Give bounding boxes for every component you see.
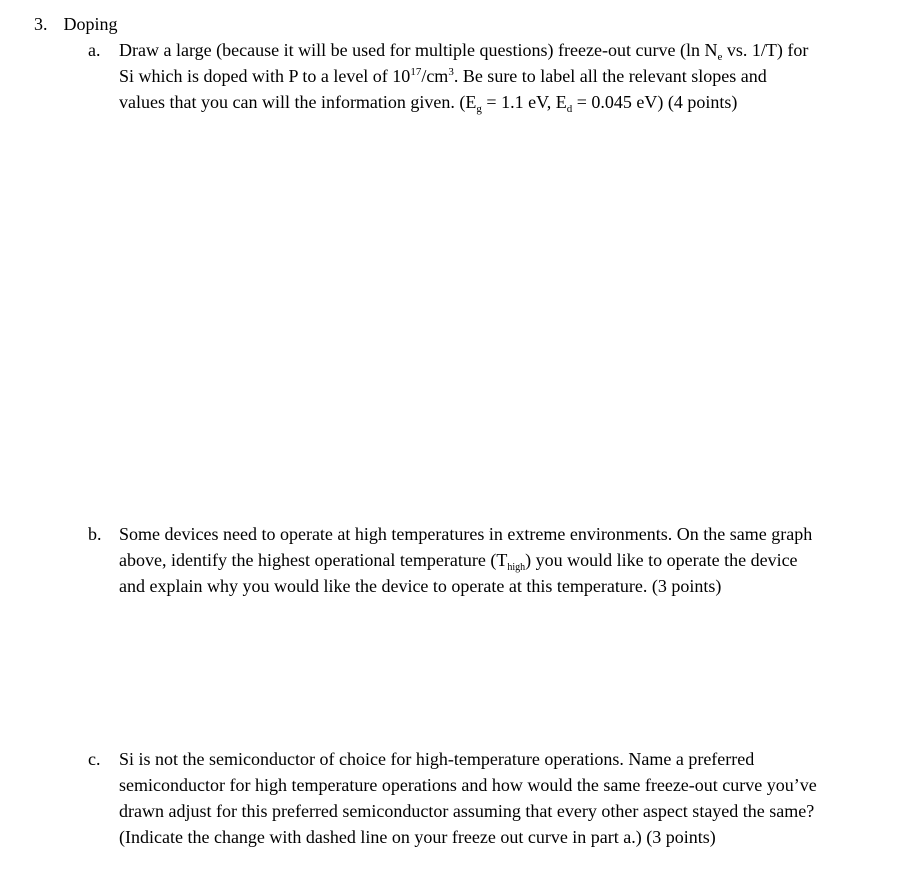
part-b-line-2-text: above, identify the highest operational temperature (T xyxy=(119,550,508,570)
superscript-3: 3 xyxy=(448,66,454,78)
part-b-line-2-end: ) you would like to operate the device xyxy=(525,550,798,570)
part-a-line-3-mid: = 1.1 eV, E xyxy=(481,92,567,112)
part-c-line-4: (Indicate the change with dashed line on your freeze out curve in part a.) (3 points) xyxy=(119,827,716,847)
part-b-marker: b. xyxy=(88,524,102,544)
part-b-line-3: and explain why you would like the device to operate at this temperature. (3 points) xyxy=(119,576,722,596)
part-b-line-1: Some devices need to operate at high temperatures in extreme environments. On the same graph xyxy=(119,524,813,544)
part-c-line-2: semiconductor for high temperature operations and how would the same freeze-out curve you’ve xyxy=(119,775,817,795)
subscript-d: d xyxy=(566,103,573,115)
part-a-line-3 xyxy=(119,89,808,115)
part-a-line-2-text: Si which is doped with P to a level of 10 xyxy=(119,66,411,86)
part-a-line-1-end: vs. 1/T) for xyxy=(722,40,809,60)
part-c-text xyxy=(119,746,817,850)
question-heading xyxy=(34,12,118,36)
part-b-line-2 xyxy=(119,547,812,573)
subscript-high: high xyxy=(507,562,526,573)
question-title: Doping xyxy=(63,14,118,34)
superscript-17: 17 xyxy=(410,66,422,78)
part-a-line-2-end: . Be sure to label all the relevant slopes and xyxy=(453,66,767,86)
part-b-text xyxy=(119,521,812,599)
question-number: 3. xyxy=(34,14,48,34)
part-a-marker: a. xyxy=(88,40,101,60)
part-a-text xyxy=(119,37,808,115)
part-c-line-1: Si is not the semiconductor of choice for high-temperature operations. Name a preferred xyxy=(119,749,755,769)
subscript-e: e xyxy=(717,51,723,63)
part-a-line-3-end: = 0.045 eV) (4 points) xyxy=(572,92,738,112)
part-a-line-2 xyxy=(119,63,808,89)
part-a-line-1 xyxy=(119,37,808,63)
part-c-line-3: drawn adjust for this preferred semiconductor assuming that every other aspect stayed the same? xyxy=(119,801,815,821)
part-a-line-2-unit: /cm xyxy=(421,66,449,86)
part-a-line-3-text: values that you can will the information given. (E xyxy=(119,92,477,112)
part-c-marker: c. xyxy=(88,749,101,769)
subscript-g: g xyxy=(476,103,482,115)
part-a-line-1-text: Draw a large (because it will be used for multiple questions) freeze-out curve (ln N xyxy=(119,40,718,60)
